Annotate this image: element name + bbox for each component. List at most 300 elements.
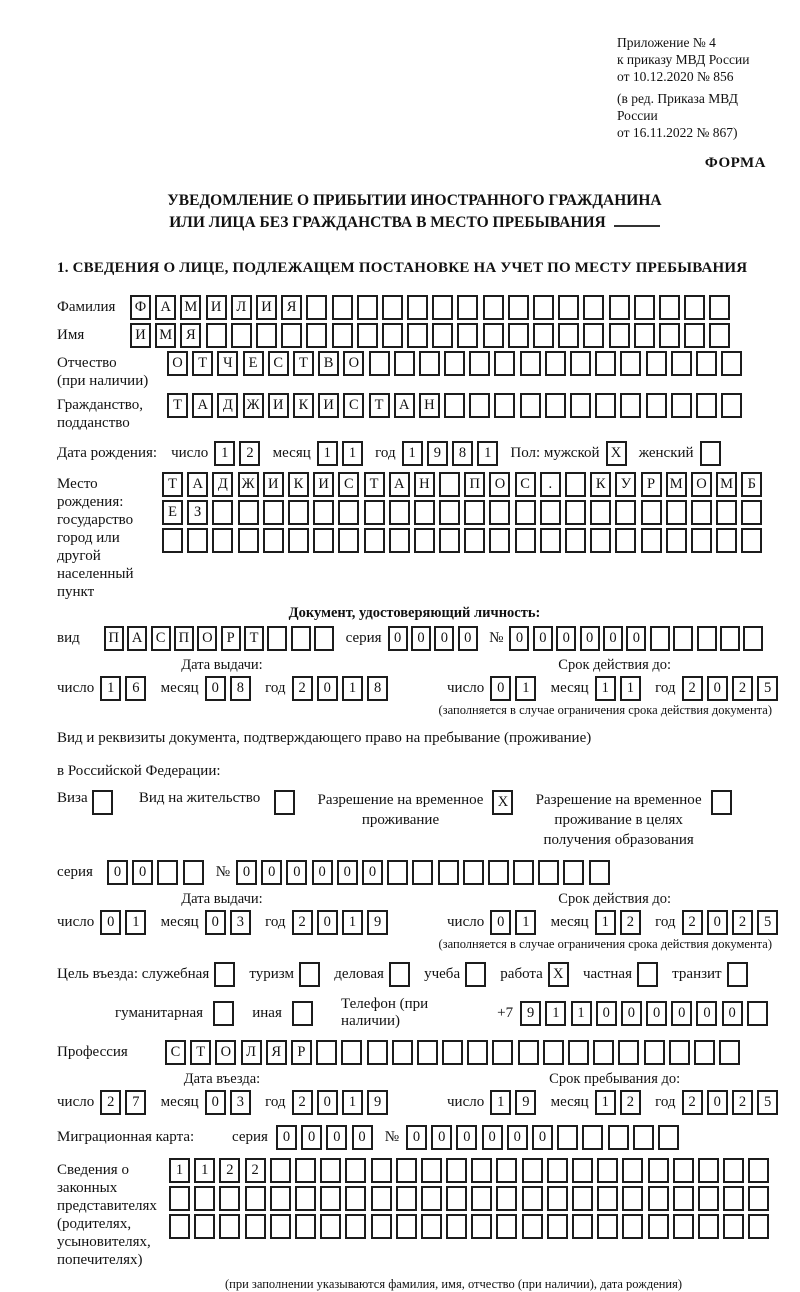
entry-year-cells[interactable] <box>292 1090 393 1115</box>
char-cell: Л <box>231 295 252 320</box>
doc-number-label: № <box>489 630 504 646</box>
firstname-cells[interactable] <box>130 323 735 348</box>
entry-day-cells[interactable] <box>100 1090 150 1115</box>
char-cell: 1 <box>490 1090 511 1115</box>
issue-day-cells[interactable] <box>100 676 150 701</box>
char-cell: Т <box>190 1040 211 1065</box>
char-cell: 0 <box>646 1001 667 1026</box>
char-cell: М <box>666 472 687 497</box>
char-cell: 8 <box>452 441 473 466</box>
surname-label: Фамилия <box>57 299 116 315</box>
doc-series-cells[interactable] <box>388 626 482 651</box>
char-cell: Ч <box>217 351 238 376</box>
month-label: месяц <box>550 680 589 696</box>
representatives-label-line: законных <box>57 1180 118 1196</box>
char-cell <box>263 500 284 525</box>
char-cell: X <box>548 962 569 987</box>
doc-number-cells[interactable] <box>509 626 766 651</box>
char-cell <box>345 1186 366 1211</box>
char-cell <box>615 500 636 525</box>
valid-date-col <box>447 891 782 935</box>
entry-date-col <box>57 1071 447 1115</box>
firstname-row <box>57 323 772 348</box>
phone-label: Телефон (при наличии) <box>341 996 429 1029</box>
char-cell <box>540 500 561 525</box>
char-cell: 0 <box>556 626 576 651</box>
entry-month-cells[interactable] <box>205 1090 255 1115</box>
edition-line: (в ред. Приказа МВД России <box>617 91 738 123</box>
char-cell <box>558 295 579 320</box>
char-cell <box>183 860 204 885</box>
purpose-work-checkbox[interactable] <box>548 962 573 987</box>
char-cell <box>489 528 510 553</box>
char-cell: 8 <box>230 676 251 701</box>
char-cell <box>622 1214 643 1239</box>
char-cell <box>357 323 378 348</box>
issue-date-line <box>57 910 447 935</box>
char-cell <box>412 860 433 885</box>
valid-day-cells[interactable] <box>490 910 540 935</box>
char-cell: Б <box>741 472 762 497</box>
birthdate-row <box>57 441 772 466</box>
char-cell <box>727 962 748 987</box>
valid-month-cells[interactable] <box>595 910 645 935</box>
char-cell <box>648 1158 669 1183</box>
char-cell: Я <box>266 1040 287 1065</box>
char-cell: 0 <box>326 1125 347 1150</box>
char-cell <box>371 1214 392 1239</box>
char-cell <box>582 1125 603 1150</box>
birthplace-label-line: населенный пункт <box>57 566 134 600</box>
char-cell: 1 <box>342 441 363 466</box>
char-cell <box>637 962 658 987</box>
char-cell <box>568 1040 589 1065</box>
char-cell <box>595 351 616 376</box>
char-cell <box>483 295 504 320</box>
purpose-option-label: гуманитарная <box>115 1004 204 1021</box>
representatives-cells-row1[interactable] <box>169 1158 774 1183</box>
purpose-business-checkbox[interactable] <box>214 962 239 987</box>
char-cell: 2 <box>100 1090 121 1115</box>
char-cell <box>212 500 233 525</box>
char-cell: 3 <box>230 1090 251 1115</box>
char-cell <box>666 528 687 553</box>
char-cell: 2 <box>219 1158 240 1183</box>
char-cell: 1 <box>477 441 498 466</box>
char-cell <box>464 500 485 525</box>
char-cell: С <box>343 393 364 418</box>
valid-day-cells[interactable] <box>490 676 540 701</box>
char-cell <box>432 295 453 320</box>
char-cell <box>494 393 515 418</box>
char-cell <box>417 1040 438 1065</box>
char-cell: М <box>716 472 737 497</box>
citizenship-cells[interactable] <box>167 393 746 418</box>
char-cell: 0 <box>132 860 153 885</box>
char-cell <box>471 1214 492 1239</box>
purpose-option-label: иная <box>252 1004 282 1021</box>
char-cell <box>291 626 311 651</box>
gender-male-label: Пол: мужской <box>510 445 600 461</box>
char-cell: И <box>256 295 277 320</box>
month-label: месяц <box>160 914 199 930</box>
char-cell: 2 <box>239 441 260 466</box>
char-cell: 8 <box>367 676 388 701</box>
option-visa <box>57 790 117 815</box>
char-cell <box>547 1158 568 1183</box>
char-cell <box>389 528 410 553</box>
char-cell <box>721 393 742 418</box>
char-cell <box>615 528 636 553</box>
representatives-footnote: (при заполнении указываются фамилия, имя, отчество (при наличии), дата рождения) <box>225 1277 683 1291</box>
char-cell: П <box>464 472 485 497</box>
char-cell <box>716 528 737 553</box>
representatives-cells-row3[interactable] <box>169 1214 774 1239</box>
char-cell: 2 <box>620 1090 641 1115</box>
residence-number-cells[interactable] <box>236 860 614 885</box>
char-cell: 1 <box>169 1158 190 1183</box>
char-cell: 1 <box>595 676 616 701</box>
char-cell <box>723 1158 744 1183</box>
valid-date-title: Срок действия до: <box>558 657 672 673</box>
temporary-residence-checkbox[interactable] <box>492 790 517 815</box>
temporary-residence-education-checkbox[interactable] <box>711 790 736 815</box>
year-label: год <box>265 680 286 696</box>
char-cell <box>747 1001 768 1026</box>
char-cell <box>669 1040 690 1065</box>
char-cell: И <box>318 393 339 418</box>
char-cell <box>274 790 295 815</box>
char-cell <box>545 393 566 418</box>
month-label: месяц <box>160 680 199 696</box>
representatives-label-line: усыновителях, <box>57 1234 151 1250</box>
char-cell <box>194 1214 215 1239</box>
char-cell <box>684 295 705 320</box>
stay-year-cells[interactable] <box>682 1090 783 1115</box>
valid-year-cells[interactable] <box>682 676 783 701</box>
char-cell <box>439 528 460 553</box>
purpose-commercial-checkbox[interactable] <box>389 962 414 987</box>
char-cell <box>169 1186 190 1211</box>
purpose-transit-checkbox[interactable] <box>727 962 752 987</box>
profession-label: Профессия <box>57 1044 128 1060</box>
char-cell <box>565 472 586 497</box>
char-cell: 1 <box>515 676 536 701</box>
stay-month-cells[interactable] <box>595 1090 645 1115</box>
issue-date-title: Дата выдачи: <box>181 891 263 907</box>
purpose-study-checkbox[interactable] <box>465 962 490 987</box>
char-cell <box>213 1001 234 1026</box>
char-cell <box>696 393 717 418</box>
issue-date-col <box>57 891 447 935</box>
char-cell: 2 <box>292 1090 313 1115</box>
char-cell <box>414 528 435 553</box>
char-cell <box>572 1186 593 1211</box>
char-cell: 0 <box>337 860 358 885</box>
char-cell: 0 <box>621 1001 642 1026</box>
char-cell <box>394 351 415 376</box>
char-cell <box>565 500 586 525</box>
char-cell: 5 <box>757 1090 778 1115</box>
char-cell: 5 <box>757 910 778 935</box>
char-cell <box>684 323 705 348</box>
char-cell <box>396 1214 417 1239</box>
char-cell <box>414 500 435 525</box>
char-cell: 0 <box>236 860 257 885</box>
birth-day-cells[interactable] <box>214 441 264 466</box>
patronymic-label <box>57 351 167 390</box>
char-cell <box>563 860 584 885</box>
residence-doc-options <box>57 790 772 850</box>
char-cell <box>634 323 655 348</box>
char-cell: Т <box>364 472 385 497</box>
issue-month-cells[interactable] <box>205 676 255 701</box>
residence-permit-checkbox[interactable] <box>274 790 299 815</box>
char-cell <box>421 1158 442 1183</box>
gender-male-checkbox[interactable] <box>606 441 631 466</box>
issue-year-cells[interactable] <box>292 676 393 701</box>
char-cell <box>231 323 252 348</box>
char-cell: 9 <box>367 910 388 935</box>
gender-female-checkbox[interactable] <box>700 441 725 466</box>
char-cell: 9 <box>367 1090 388 1115</box>
char-cell: О <box>489 472 510 497</box>
phone-cells[interactable] <box>520 1001 772 1026</box>
char-cell: Я <box>281 295 302 320</box>
char-cell: 0 <box>317 676 338 701</box>
residence-series-cells[interactable] <box>107 860 208 885</box>
char-cell <box>545 351 566 376</box>
char-cell <box>673 1158 694 1183</box>
patronymic-cells[interactable] <box>167 351 746 376</box>
char-cell: 1 <box>620 676 641 701</box>
char-cell <box>496 1186 517 1211</box>
char-cell: 1 <box>545 1001 566 1026</box>
residence-doc-dates <box>57 891 772 935</box>
char-cell <box>382 295 403 320</box>
char-cell <box>716 500 737 525</box>
char-cell: О <box>167 351 188 376</box>
char-cell <box>341 1040 362 1065</box>
appendix-line: от 10.12.2020 № 856 <box>617 69 734 84</box>
char-cell: И <box>206 295 227 320</box>
char-cell <box>659 295 680 320</box>
char-cell: Ж <box>243 393 264 418</box>
purpose-humanitarian-checkbox[interactable] <box>213 1001 238 1026</box>
birthplace-label-line: город или другой <box>57 530 120 564</box>
char-cell: 0 <box>205 910 226 935</box>
char-cell <box>367 1040 388 1065</box>
char-cell <box>520 393 541 418</box>
title-blank-field[interactable] <box>614 214 660 227</box>
char-cell <box>508 295 529 320</box>
char-cell: П <box>104 626 124 651</box>
issue-day-cells[interactable] <box>100 910 150 935</box>
stay-day-cells[interactable] <box>490 1090 540 1115</box>
residence-permit-label: Вид на жительство <box>138 790 261 806</box>
char-cell: К <box>293 393 314 418</box>
char-cell <box>719 1040 740 1065</box>
char-cell <box>245 1186 266 1211</box>
char-cell <box>288 528 309 553</box>
char-cell <box>407 295 428 320</box>
char-cell <box>338 500 359 525</box>
form-title <box>57 190 772 234</box>
purpose-row1 <box>57 962 772 987</box>
char-cell: 3 <box>230 910 251 935</box>
migration-card-number-cells[interactable] <box>406 1125 683 1150</box>
char-cell: 1 <box>595 1090 616 1115</box>
char-cell: 0 <box>362 860 383 885</box>
char-cell <box>444 351 465 376</box>
migration-card-row <box>57 1125 772 1150</box>
char-cell <box>618 1040 639 1065</box>
char-cell: 0 <box>456 1125 477 1150</box>
birth-year-cells[interactable] <box>402 441 503 466</box>
patronymic-row <box>57 351 772 390</box>
identity-doc-dates <box>57 657 772 701</box>
char-cell <box>595 393 616 418</box>
char-cell <box>494 351 515 376</box>
entry-date-line <box>57 1090 447 1115</box>
char-cell <box>496 1214 517 1239</box>
char-cell: Т <box>192 351 213 376</box>
visa-checkbox[interactable] <box>92 790 117 815</box>
char-cell <box>446 1186 467 1211</box>
char-cell <box>565 528 586 553</box>
char-cell: 1 <box>402 441 423 466</box>
char-cell <box>697 626 717 651</box>
char-cell <box>540 528 561 553</box>
residence-doc-footnote: (заполняется в случае ограничения срока действия документа) <box>438 937 772 951</box>
char-cell <box>194 1186 215 1211</box>
char-cell: 2 <box>292 910 313 935</box>
residence-doc-intro2: в Российской Федерации: <box>57 763 221 779</box>
char-cell <box>520 351 541 376</box>
char-cell: Д <box>212 472 233 497</box>
char-cell: 0 <box>532 1125 553 1150</box>
issue-year-cells[interactable] <box>292 910 393 935</box>
profession-row <box>57 1040 772 1065</box>
purpose-other-checkbox[interactable] <box>292 1001 317 1026</box>
char-cell <box>646 393 667 418</box>
char-cell: Е <box>243 351 264 376</box>
char-cell: 2 <box>732 1090 753 1115</box>
char-cell <box>295 1158 316 1183</box>
char-cell <box>444 393 465 418</box>
char-cell: 9 <box>515 1090 536 1115</box>
birthplace-cells-row1[interactable] <box>162 472 767 497</box>
char-cell <box>471 1186 492 1211</box>
valid-year-cells[interactable] <box>682 910 783 935</box>
char-cell <box>292 1001 313 1026</box>
birthplace-cells-row3[interactable] <box>162 528 767 553</box>
citizenship-label <box>57 393 167 432</box>
birthplace-cells-row2[interactable] <box>162 500 767 525</box>
representatives-label-line: (родителях, <box>57 1216 132 1232</box>
representatives-label-line: Сведения о <box>57 1162 129 1178</box>
char-cell: 0 <box>312 860 333 885</box>
char-cell <box>533 295 554 320</box>
char-cell: Н <box>419 393 440 418</box>
char-cell: 0 <box>580 626 600 651</box>
char-cell <box>421 1186 442 1211</box>
char-cell <box>622 1158 643 1183</box>
char-cell <box>557 1125 578 1150</box>
char-cell: О <box>197 626 217 651</box>
char-cell: 0 <box>490 676 511 701</box>
purpose-private-checkbox[interactable] <box>637 962 662 987</box>
char-cell <box>281 323 302 348</box>
char-cell <box>169 1214 190 1239</box>
char-cell: 0 <box>490 910 511 935</box>
char-cell: 0 <box>317 1090 338 1115</box>
char-cell: У <box>615 472 636 497</box>
representatives-cells-row2[interactable] <box>169 1186 774 1211</box>
char-cell <box>723 1186 744 1211</box>
profession-cells[interactable] <box>165 1040 744 1065</box>
char-cell <box>464 528 485 553</box>
char-cell <box>306 295 327 320</box>
char-cell <box>748 1214 769 1239</box>
char-cell: 0 <box>707 676 728 701</box>
char-cell: А <box>394 393 415 418</box>
char-cell: 1 <box>125 910 146 935</box>
char-cell: 2 <box>620 910 641 935</box>
surname-cells[interactable] <box>130 295 735 320</box>
char-cell: 0 <box>388 626 408 651</box>
section1-title: 1. СВЕДЕНИЯ О ЛИЦЕ, ПОДЛЕЖАЩЕМ ПОСТАНОВКЕ НА УЧЕТ ПО МЕСТУ ПРЕБЫВАНИЯ <box>57 260 748 276</box>
valid-month-cells[interactable] <box>595 676 645 701</box>
char-cell <box>488 860 509 885</box>
char-cell: 0 <box>533 626 553 651</box>
char-cell <box>238 500 259 525</box>
char-cell <box>743 626 763 651</box>
char-cell <box>432 323 453 348</box>
char-cell <box>597 1158 618 1183</box>
char-cell <box>641 500 662 525</box>
issue-month-cells[interactable] <box>205 910 255 935</box>
option-temporary-residence <box>317 790 517 830</box>
char-cell <box>597 1186 618 1211</box>
char-cell: 0 <box>411 626 431 651</box>
migration-card-series-cells[interactable] <box>276 1125 377 1150</box>
char-cell <box>622 1186 643 1211</box>
char-cell: Ф <box>130 295 151 320</box>
doc-kind-cells[interactable] <box>104 626 338 651</box>
char-cell <box>543 1040 564 1065</box>
char-cell: 1 <box>214 441 235 466</box>
birth-month-cells[interactable] <box>317 441 367 466</box>
char-cell <box>748 1158 769 1183</box>
char-cell <box>673 626 693 651</box>
purpose-label: Цель въезда: служебная <box>57 966 210 982</box>
char-cell: 2 <box>732 910 753 935</box>
char-cell <box>648 1214 669 1239</box>
char-cell <box>162 528 183 553</box>
char-cell <box>371 1186 392 1211</box>
char-cell <box>295 1186 316 1211</box>
forma-label: ФОРМА <box>704 155 766 171</box>
char-cell <box>206 323 227 348</box>
residence-doc-intro1: Вид и реквизиты документа, подтверждающего право на пребывание (проживание) <box>57 730 592 746</box>
char-cell <box>658 1125 679 1150</box>
purpose-tourism-checkbox[interactable] <box>299 962 324 987</box>
char-cell <box>469 393 490 418</box>
char-cell: 2 <box>682 910 703 935</box>
char-cell: Р <box>221 626 241 651</box>
char-cell <box>691 528 712 553</box>
